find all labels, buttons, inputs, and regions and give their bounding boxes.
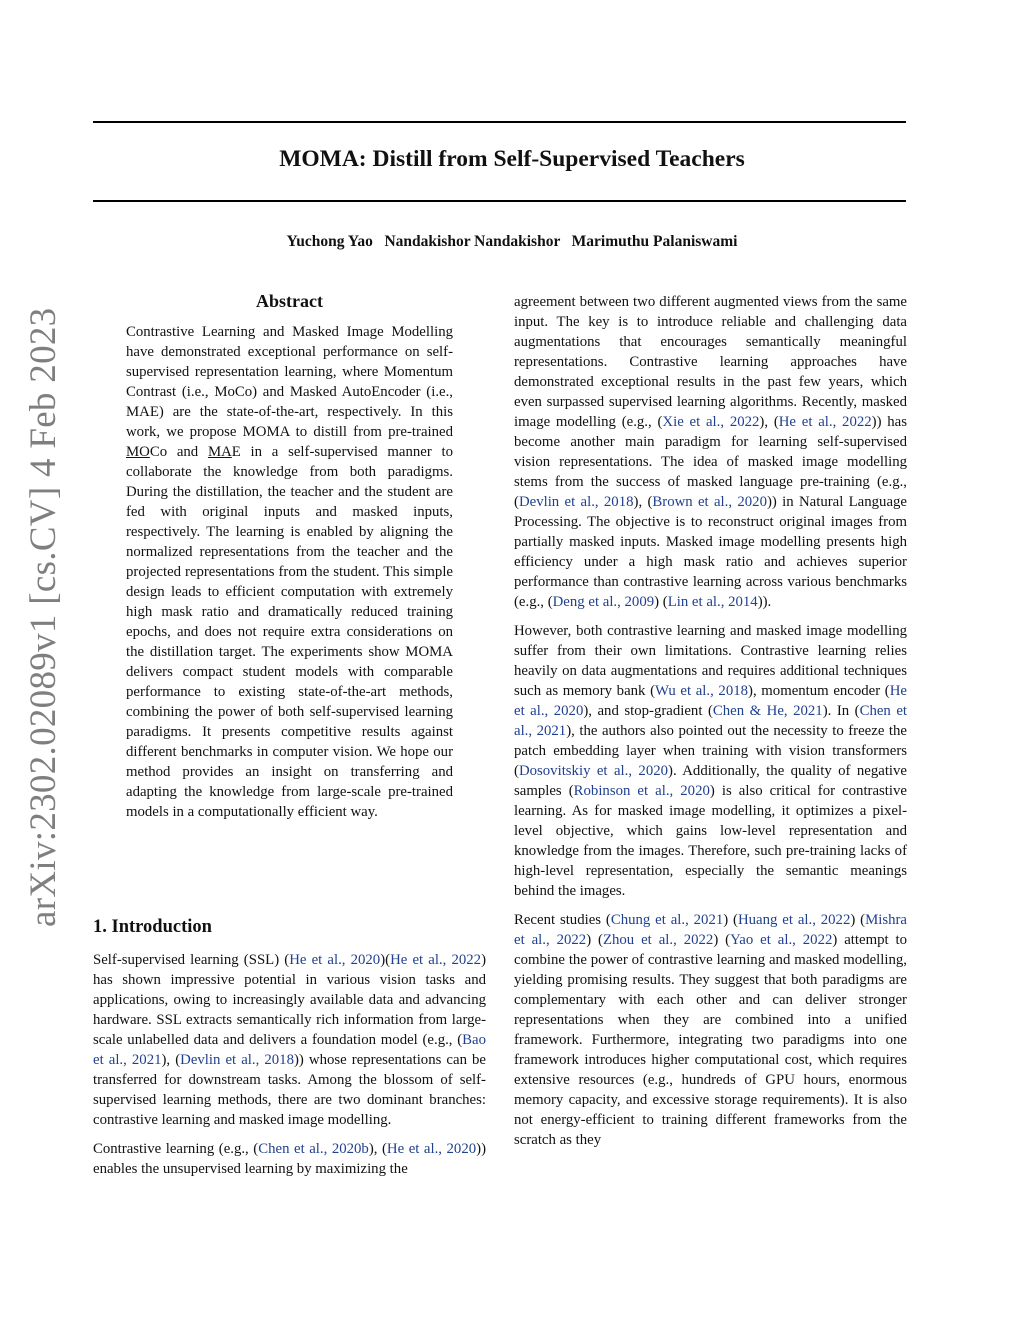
intro-paragraph-5: Recent studies (Chung et al., 2021) (Huang et al., 2022) (Mishra et al., 2022) (Zhou et al., 2022) (Yao et al., 2022) attempt to combine the power of contrastive learning and masked modelling, yielding promising results. They suggest that both paradigms are complementary with each other and can deliver stronger representations when they are combined into a unified framework. Furthermore, integrating two paradigms into one framework introduces higher computational cost, which requires extensive resources (e.g., hundreds of GPU hours, enormous memory capacity, and excessive storage requirements). It is also not energy-efficient to training different frameworks from the scratch as they (514, 912, 908, 1148)
right-column (514, 292, 907, 1150)
citation-link[interactable]: He et al., 2020 (386, 1141, 477, 1157)
title-bottom-rule (93, 200, 906, 202)
citation-link[interactable]: Mishra et al., 2022 (514, 912, 907, 948)
citation-link[interactable]: Yao et al., 2022 (730, 932, 833, 948)
citation-link[interactable]: Devlin et al., 2018 (518, 494, 634, 510)
citation-link[interactable]: Chen et al., 2020b (258, 1141, 369, 1157)
title-top-rule (93, 121, 906, 123)
abstract-section (126, 289, 453, 822)
citation-link[interactable]: He et al., 2020 (289, 952, 381, 968)
citation-link[interactable]: Lin et al., 2014 (667, 594, 758, 610)
introduction-heading: 1. Introduction (93, 917, 212, 937)
citation-link[interactable]: Xie et al., 2022 (662, 414, 760, 430)
abstract-paragraph: Contrastive Learning and Masked Image Modelling have demonstrated exceptional performance on self-supervised representation learning, where Momentum Contrast (i.e., MoCo) and Masked AutoEncoder (i.e., MAE) are the state-of-the-art, respectively. In this work, we propose MOMA to distill from pre-trained MOCo and MAE in a self-supervised manner to collaborate the knowledge from both paradigms. During the distillation, the teacher and the student are fed with original inputs and masked inputs, respectively. The learning is enabled by aligning the normalized representations from the teacher and the projected representations from the student. This simple design leads to efficient computation with extremely high mask ratio and dramatically reduced training epochs, and does not require extra considerations on the distillation target. The experiments show MOMA delivers compact student models with comparable performance to existing state-of-the-art methods, combining the power of both self-supervised learning paradigms. It presents competitive results against different benchmarks in computer vision. We hope our method provides an insight on transferring and adapting the knowledge from large-scale pre-trained models in a computationally efficient way. (126, 324, 453, 820)
citation-link[interactable]: Brown et al., 2020 (652, 494, 767, 510)
intro-paragraph-4: However, both contrastive learning and masked image modelling suffer from their own limitations. Contrastive learning relies heavily on data augmentations and requires additional techniques such as memory bank (Wu et al., 2018), momentum encoder (He et al., 2020), and stop-gradient (Chen & He, 2021). In (Chen et al., 2021), the authors also pointed out the necessity to freeze the patch embedding layer when training with vision transformers (Dosovitskiy et al., 2020). Additionally, the quality of negative samples (Robinson et al., 2020) is also critical for contrastive learning. As for masked image modelling, it optimizes a pixel-level objective, which gains low-level representation and knowledge from the images. Therefore, such pre-training lacks of high-level representation, especially the semantic meanings behind the images. (514, 623, 908, 899)
author-list: Yuchong Yao Nandakishor Nandakishor Marimuthu Palaniswami (286, 233, 738, 250)
citation-link[interactable]: Zhou et al., 2022 (602, 932, 714, 948)
abstract-heading: Abstract (256, 291, 323, 311)
citation-link[interactable]: Chen et al., 2021 (514, 703, 907, 739)
citation-link[interactable]: Chen & He, 2021 (712, 703, 823, 719)
citation-link[interactable]: Robinson et al., 2020 (573, 783, 710, 799)
citation-link[interactable]: Dosovitskiy et al., 2020 (518, 763, 669, 779)
citation-link[interactable]: Huang et al., 2022 (737, 912, 851, 928)
citation-link[interactable]: Chung et al., 2021 (610, 912, 724, 928)
intro-paragraph-1: Self-supervised learning (SSL) (He et al., 2020)(He et al., 2022) has shown impressive potential in various vision tasks and applications, owing to increasingly available data and advancing hardware. SSL extracts semantically rich information from large-scale unlabelled data and delivers a foundation model (e.g., (Bao et al., 2021), (Devlin et al., 2018)) whose representations can be transferred for downstream tasks. Among the blossom of self-supervised learning methods, there are two dominant branches: contrastive learning and masked image modelling. (93, 952, 487, 1128)
citation-link[interactable]: He et al., 2020 (514, 683, 907, 719)
citation-link[interactable]: Devlin et al., 2018 (180, 1052, 294, 1068)
citation-link[interactable]: Deng et al., 2009 (552, 594, 655, 610)
citation-link[interactable]: He et al., 2022 (778, 414, 872, 430)
citation-link[interactable]: Wu et al., 2018 (655, 683, 749, 699)
citation-link[interactable]: Bao et al., 2021 (93, 1032, 486, 1068)
paper-title: MOMA: Distill from Self-Supervised Teachers (279, 146, 745, 172)
intro-paragraph-2: Contrastive learning (e.g., (Chen et al., 2020b), (He et al., 2020)) enables the unsupervised learning by maximizing the (93, 1141, 486, 1177)
left-column-introduction (93, 915, 486, 1179)
arxiv-identifier: arXiv:2302.02089v1 [cs.CV] 4 Feb 2023 (23, 307, 64, 927)
intro-paragraph-3: agreement between two different augmented views from the same input. The key is to introduce reliable and challenging data augmentations that encourages semantically meaningful representations. Contrastive learning approaches have demonstrated exceptional results in the past few years, which even surpassed supervised learning algorithms. Recently, masked image modelling (e.g., (Xie et al., 2022), (He et al., 2022)) has become another main paradigm for learning self-supervised vision representations. The idea of masked image modelling stems from the success of masked language pre-training (e.g., (Devlin et al., 2018), (Brown et al., 2020)) in Natural Language Processing. The objective is to reconstruct original images from partially masked inputs. Masked image modelling presents high efficiency under a high mask ratio and achieves superior performance than contrastive learning across various benchmarks (e.g., (Deng et al., 2009) (Lin et al., 2014)). (514, 294, 908, 610)
citation-link[interactable]: He et al., 2022 (390, 952, 482, 968)
